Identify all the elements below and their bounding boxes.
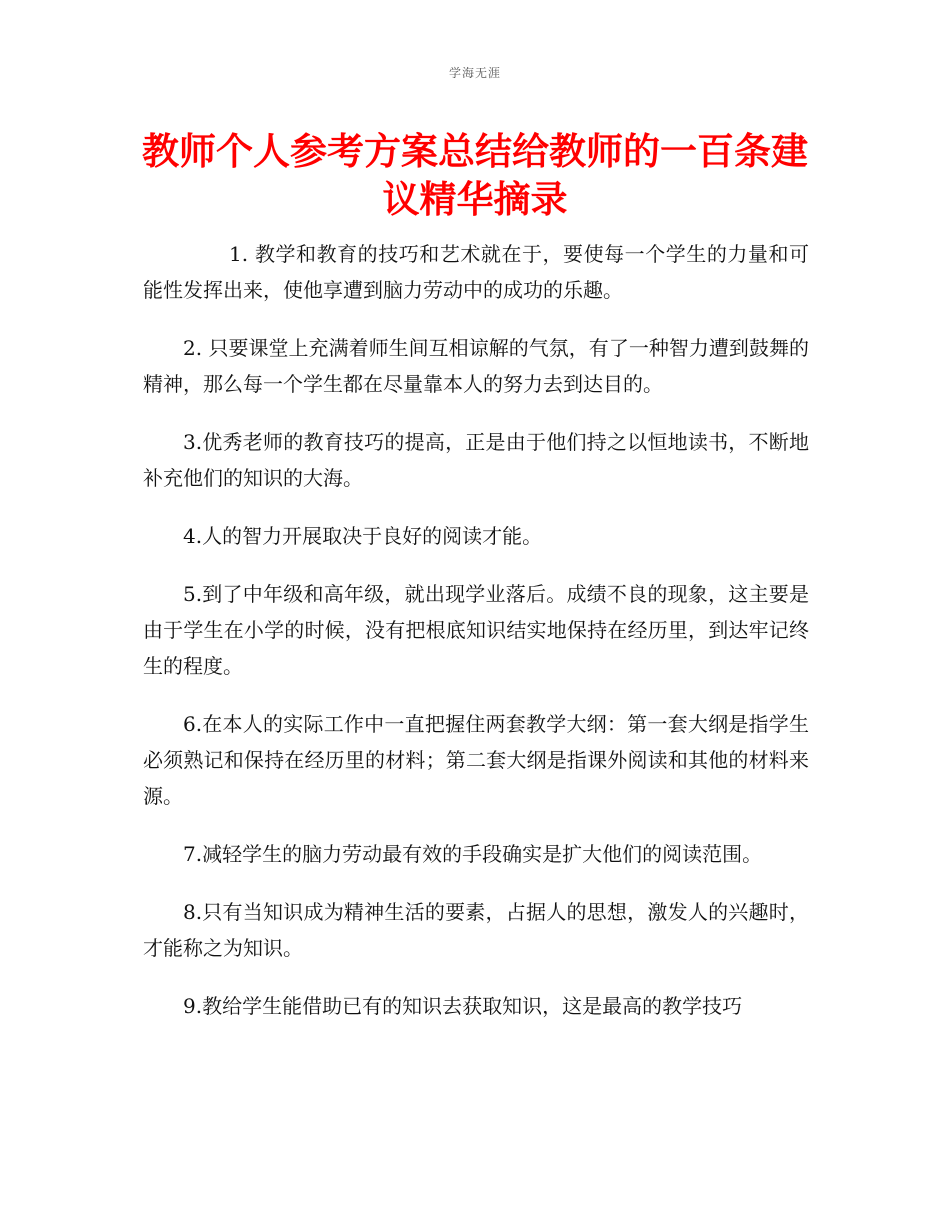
page-header: 学海无涯 (448, 66, 501, 80)
document-body (143, 236, 809, 1046)
paragraph-5: 5.到了中年级和高年级，就出现学业落后。成绩不良的现象，这主要是由于学生在小学的时候，没有把根底知识结实地保持在经历里，到达牢记终生的程度。 (143, 582, 809, 678)
paragraph-1: 1. 教学和教育的技巧和艺术就在于，要使每一个学生的力量和可能性发挥出来，使他享遭到脑力劳动中的成功的乐趣。 (143, 242, 809, 302)
paragraph-6: 6.在本人的实际工作中一直把握住两套教学大纲：第一套大纲是指学生必须熟记和保持在经历里的材料；第二套大纲是指课外阅读和其他的材料来源。 (143, 712, 809, 808)
paragraph-4: 4.人的智力开展取决于良好的阅读才能。 (183, 524, 543, 548)
paragraph-3: 3.优秀老师的教育技巧的提高，正是由于他们持之以恒地读书，不断地补充他们的知识的大海。 (143, 430, 809, 490)
paragraph-2: 2. 只要课堂上充满着师生间互相谅解的气氛，有了一种智力遭到鼓舞的精神，那么每一个学生都在尽量靠本人的努力去到达目的。 (143, 336, 809, 396)
paragraph-8: 8.只有当知识成为精神生活的要素，占据人的思想，激发人的兴趣时，才能称之为知识。 (143, 900, 809, 960)
paragraph-7: 7.减轻学生的脑力劳动最有效的手段确实是扩大他们的阅读范围。 (183, 842, 763, 866)
paragraph-9: 9.教给学生能借助已有的知识去获取知识，这是最高的教学技巧 (183, 994, 743, 1018)
document-title: 教师个人参考方案总结给教师的一百条建议精华摘录 (142, 130, 808, 221)
